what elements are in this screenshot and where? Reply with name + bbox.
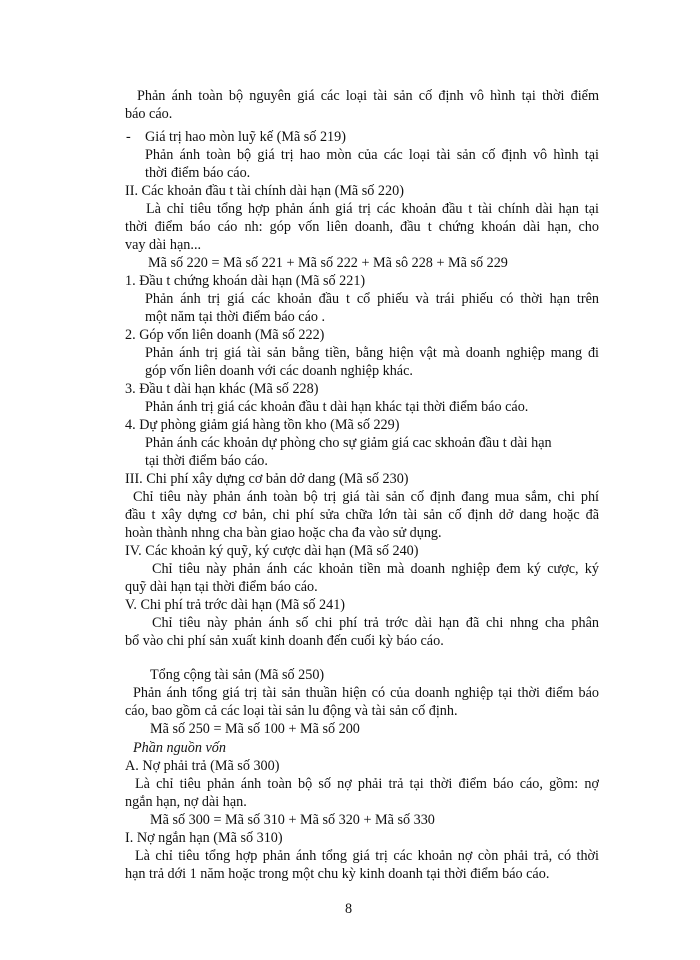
text-line: Phản ánh trị giá tài sản bằng tiền, bằng hiện vật mà doanh nghiệp mang đi (145, 345, 599, 361)
formula-line: Mã số 220 = Mã số 221 + Mã số 222 + Mã sô 228 + Mã số 229 (148, 255, 508, 271)
text-line: Chỉ tiêu này phản ánh các khoản tiền mà doanh nghiệp đem ký cược, ký (152, 561, 599, 577)
section-heading: 4. Dự phòng giảm giá hàng tồn kho (Mã số 229) (125, 417, 400, 433)
page-number: 8 (345, 901, 353, 917)
text-line: Là chỉ tiêu tổng hợp phản ánh tổng giá trị các khoản nợ còn phải trả, có thời (135, 848, 599, 864)
section-heading: Tổng cộng tài sản (Mã số 250) (150, 667, 325, 683)
section-title-italic: Phần nguồn vốn (133, 740, 226, 756)
text-line: ngắn hạn, nợ dài hạn. (125, 794, 247, 810)
section-heading: IV. Các khoản ký quỹ, ký cược dài hạn (Mã số 240) (125, 543, 419, 559)
bullet-dash: - (126, 129, 131, 145)
text-line: một năm tại thời điểm báo cáo . (145, 309, 326, 325)
section-heading: 1. Đầu t chứng khoán dài hạn (Mã số 221) (125, 273, 366, 289)
text-line: Là chỉ tiêu phản ánh toàn bộ số nợ phải trả tại thời điểm báo cáo, gồm: nợ (135, 776, 599, 792)
text-line: vay dài hạn... (125, 237, 202, 253)
formula-line: Mã số 250 = Mã số 100 + Mã số 200 (150, 721, 360, 737)
section-heading: A. Nợ phải trả (Mã số 300) (125, 758, 280, 774)
text-line: quỹ dài hạn tại thời điểm báo cáo. (125, 579, 318, 595)
text-line: Chỉ tiêu này phản ánh toàn bộ trị giá tài sản cố định đang mua sắm, chi phí (133, 489, 599, 505)
text-line: hạn trả dới 1 năm hoặc trong một chu kỳ kinh doanh tại thời điểm báo cáo. (125, 866, 550, 882)
text-line: Phản ánh trị giá các khoản đầu t dài hạn khác tại thời điểm báo cáo. (145, 399, 529, 415)
text-line: thời điểm báo cáo. (145, 165, 251, 181)
text-line: góp vốn liên doanh với các doanh nghiệp khác. (145, 363, 413, 379)
section-heading: 3. Đầu t dài hạn khác (Mã số 228) (125, 381, 319, 397)
text-line: Là chỉ tiêu tổng hợp phản ánh giá trị các khoản đầu t tài chính dài hạn tại (146, 201, 599, 217)
section-heading: I. Nợ ngắn hạn (Mã số 310) (125, 830, 283, 846)
section-heading: V. Chi phí trả trớc dài hạn (Mã số 241) (125, 597, 346, 613)
text-line: Phản ánh trị giá các khoản đầu t cổ phiếu và trái phiếu có thời hạn trên (145, 291, 599, 307)
text-line: tại thời điểm báo cáo. (145, 453, 268, 469)
section-heading: Giá trị hao mòn luỹ kế (Mã số 219) (145, 129, 346, 145)
text-line: bổ vào chi phí sản xuất kinh doanh đến cuối kỳ báo cáo. (125, 633, 444, 649)
text-line: Phản ánh toàn bộ nguyên giá các loại tài sản cố định vô hình tại thời điểm (137, 88, 599, 104)
text-line: Phản ánh tổng giá trị tài sản thuần hiện có của doanh nghiệp tại thời điểm báo (133, 685, 599, 701)
text-line: đầu t xây dựng cơ bản, chi phí sửa chữa lớn tài sản cố định dở dang hoặc đã (125, 507, 599, 523)
text-line: hoàn thành nhng cha bàn giao hoặc cha đa vào sử dụng. (125, 525, 442, 541)
section-heading: III. Chi phí xây dựng cơ bản dở dang (Mã số 230) (125, 471, 409, 487)
formula-line: Mã số 300 = Mã số 310 + Mã số 320 + Mã số 330 (150, 812, 435, 828)
section-heading: 2. Góp vốn liên doanh (Mã số 222) (125, 327, 325, 343)
text-line: báo cáo. (125, 106, 173, 122)
text-line: Phản ánh toàn bộ giá trị hao mòn của các loại tài sản cố định vô hình tại (145, 147, 599, 163)
section-heading: II. Các khoản đầu t tài chính dài hạn (Mã số 220) (125, 183, 404, 199)
text-line: Phản ánh các khoản dự phòng cho sự giảm giá cac skhoản đầu t dài hạn (145, 435, 552, 451)
text-line: thời điểm báo cáo nh: góp vốn liên doanh, đầu t chứng khoán dài hạn, cho (125, 219, 599, 235)
text-line: cáo, bao gồm cả các loại tài sản lu động và tài sản cố định. (125, 703, 458, 719)
text-line: Chỉ tiêu này phản ánh số chi phí trả trớc dài hạn đã chi nhng cha phân (152, 615, 599, 631)
